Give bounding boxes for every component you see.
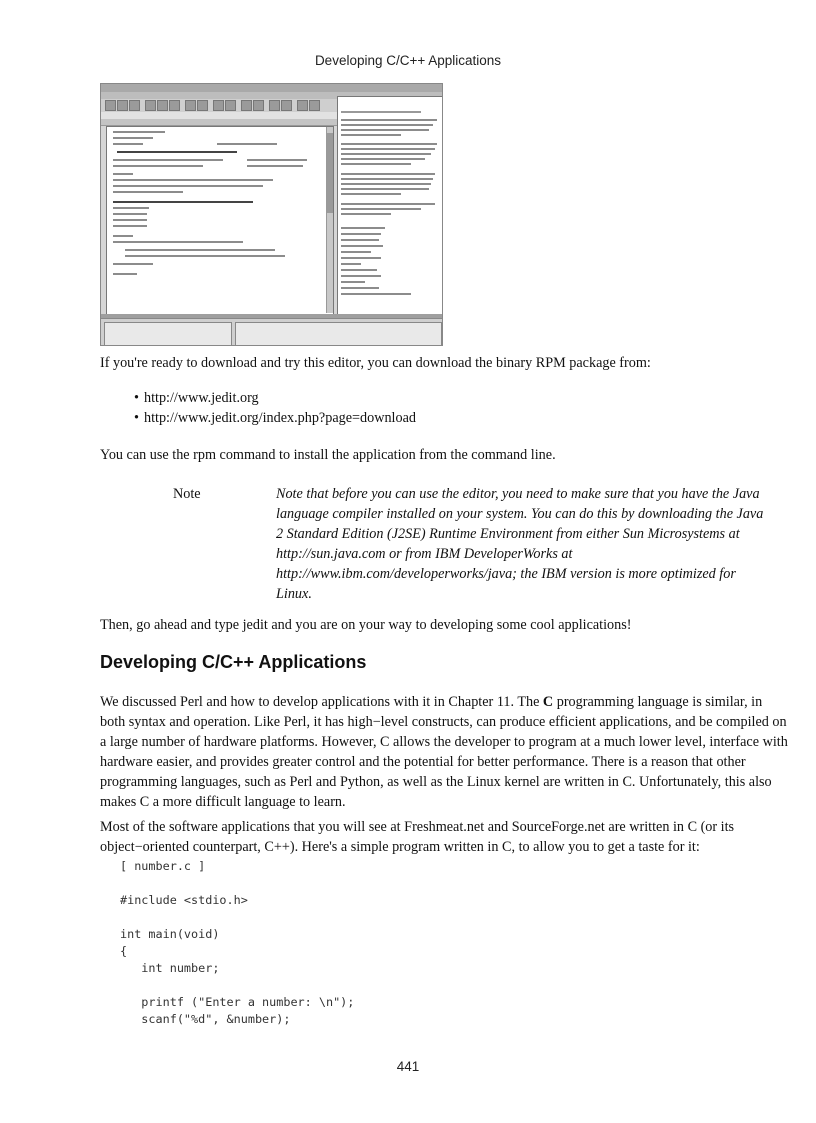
code-line: int main(void)	[120, 927, 220, 941]
code-line: {	[120, 944, 128, 958]
running-head: Developing C/C++ Applications	[314, 53, 502, 68]
editor-screenshot	[100, 83, 443, 346]
section-heading: Developing C/C++ Applications	[100, 652, 367, 672]
link-jedit-home[interactable]: • http://www.jedit.org	[134, 388, 416, 408]
screenshot-side-panel	[337, 96, 443, 320]
c-intro-paragraph	[100, 692, 788, 812]
rpm-paragraph: You can use the rpm command to install the application from the command line.	[100, 447, 556, 463]
c-language-name: C	[542, 694, 554, 710]
code-line: #include <stdio.h>	[120, 893, 248, 907]
code-line: scanf("%d", &number);	[120, 1012, 291, 1026]
screenshot-bottom-dock	[101, 318, 443, 346]
link-jedit-download[interactable]: • http://www.jedit.org/index.php?page=download	[134, 408, 416, 428]
then-paragraph: Then, go ahead and type jedit and you are on your way to developing some cool applications!	[100, 617, 632, 633]
code-line: int number;	[120, 961, 220, 975]
intro-paragraph: If you're ready to download and try this editor, you can download the binary RPM package from:	[100, 355, 651, 371]
screenshot-editor-pane	[106, 126, 334, 316]
freshmeat-paragraph: Most of the software applications that you will see at Freshmeat.net and SourceForge.net are written in C (or its object−oriented counterpart, C++). Here's a simple program written in C, to allow you to get a taste for it:	[100, 819, 735, 855]
c-intro-text-b: programming language is similar, in both syntax and operation. Like Perl, it has high−level constructs, can produce efficient applications, and be compiled on a large number of hardware platforms. However, C allows the developer to program at a much lower level, interface with hardware easier, and provides greater control and the potential for better performance. There is a reason that other programming languages, such as Perl and Python, as well as the Linux kernel are written in C. Unfortunately, this also makes C a more difficult language to learn.	[100, 694, 788, 810]
note-label: Note	[173, 486, 201, 502]
code-line: printf ("Enter a number: \n");	[120, 995, 355, 1009]
c-intro-text-a: We discussed Perl and how to develop applications with it in Chapter 11. The	[100, 694, 543, 710]
code-line: [ number.c ]	[120, 859, 206, 873]
note-text: Note that before you can use the editor, you need to make sure that you have the Java language compiler installed on your system. You can do this by downloading the Java 2 Standard Edition (J2SE) Runtime Environment from either Sun Microsystems at http://sun.java.com or from IBM DeveloperWorks at http://www.ibm.com/developerworks/java; the IBM version is more optimized for Linux.	[276, 486, 764, 602]
download-links	[134, 388, 416, 428]
page-number: 441	[396, 1059, 420, 1074]
